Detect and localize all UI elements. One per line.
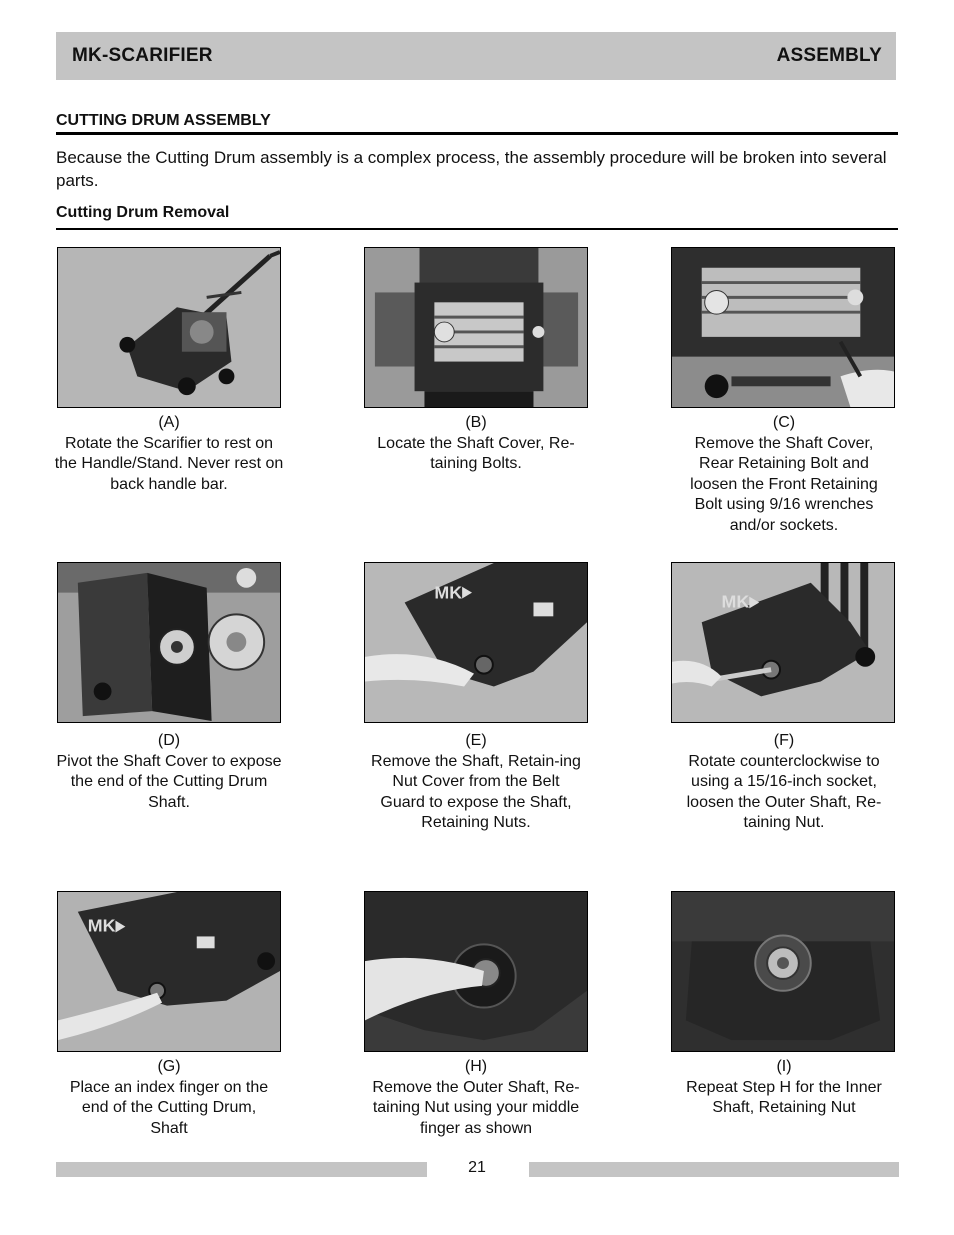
step-c-caption: [668, 413, 900, 537]
step-g-label: (G): [157, 1058, 181, 1075]
step-e-text: Remove the Shaft, Retain-ing Nut Cover from the Belt Guard to expose the Shaft, Retaining Nuts.: [371, 752, 581, 832]
step-d-caption: [53, 731, 285, 813]
step-i-label: (I): [776, 1058, 792, 1075]
page-number: 21: [468, 1159, 486, 1176]
subsection-rule: [56, 228, 898, 230]
step-e-logo: MK: [434, 582, 463, 603]
step-b-caption: [360, 413, 592, 475]
step-c-label: (C): [772, 414, 796, 431]
step-c-text: Remove the Shaft Cover, Rear Retaining Bolt and loosen the Front Retaining Bolt using 9/16 wrenches and/or sockets.: [690, 434, 878, 534]
step-d-label: (D): [157, 732, 181, 749]
step-d-text: Pivot the Shaft Cover to expose the end of the Cutting Drum Shaft.: [56, 752, 282, 811]
step-f-caption: [668, 731, 900, 834]
section-title: CUTTING DRUM ASSEMBLY: [56, 112, 271, 129]
step-h-photo: [364, 891, 588, 1052]
header-section-title: ASSEMBLY: [776, 45, 882, 66]
step-a-label: (A): [158, 414, 180, 431]
step-f-label: (F): [773, 732, 795, 749]
subsection-title: Cutting Drum Removal: [56, 204, 230, 221]
footer-bar-left: [56, 1162, 427, 1177]
section-rule: [56, 132, 898, 135]
step-g-caption: [53, 1057, 285, 1139]
step-i-text: Repeat Step H for the Inner Shaft, Retaining Nut: [686, 1078, 882, 1117]
step-i-photo: [671, 891, 895, 1052]
step-b-text: Locate the Shaft Cover, Re-taining Bolts.: [377, 434, 575, 473]
step-h-text: Remove the Outer Shaft, Re-taining Nut using your middle finger as shown: [372, 1078, 580, 1137]
step-f-photo: [671, 562, 895, 723]
step-e-caption: [360, 731, 592, 834]
step-h-caption: [360, 1057, 592, 1139]
step-g-text: Place an index finger on the end of the Cutting Drum, Shaft: [69, 1078, 269, 1137]
step-b-label: (B): [465, 414, 487, 431]
step-a-text: Rotate the Scarifier to rest on the Handle/Stand. Never rest on back handle bar.: [54, 434, 284, 493]
step-h-label: (H): [464, 1058, 488, 1075]
step-i-caption: [668, 1057, 900, 1119]
step-a-photo: [57, 247, 281, 408]
step-c-photo: [671, 247, 895, 408]
step-a-caption: [53, 413, 285, 495]
step-d-photo: [57, 562, 281, 723]
step-e-label: (E): [465, 732, 487, 749]
intro-paragraph: Because the Cutting Drum assembly is a complex process, the assembly procedure will be broken into several parts.: [56, 148, 887, 190]
step-b-photo: [364, 247, 588, 408]
step-f-text: Rotate counterclockwise to using a 15/16-inch socket, loosen the Outer Shaft, Re-taining Nut.: [686, 752, 882, 832]
step-g-photo: [57, 891, 281, 1052]
step-g-logo: MK: [87, 915, 116, 936]
step-e-photo: [364, 562, 588, 723]
header-bar: [56, 32, 896, 80]
header-product-title: MK-SCARIFIER: [72, 45, 213, 66]
footer-bar-right: [529, 1162, 899, 1177]
step-f-logo: MK: [721, 591, 750, 612]
